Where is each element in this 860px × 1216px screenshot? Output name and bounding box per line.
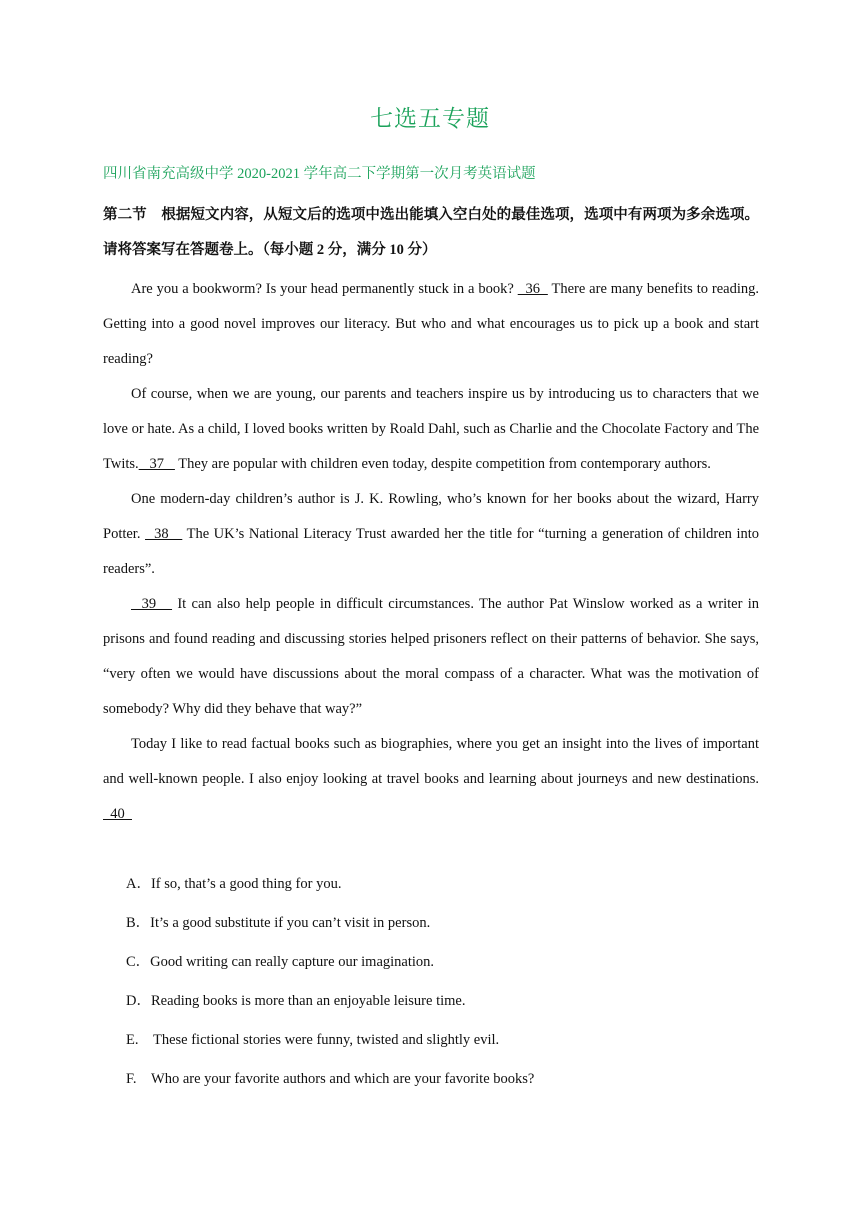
page-title: 七选五专题 xyxy=(370,106,490,131)
answer-options xyxy=(126,866,534,1100)
paragraph-text: One modern-day children’s author is J. K. Rowling, who’s known for her books about the wizard, Harry Potter. xyxy=(103,491,759,542)
option-f: F. Who are your favorite authors and which are your favorite books? xyxy=(126,1071,535,1087)
paragraph-text: Of course, when we are young, our parents and teachers inspire us by introducing us to characters that we love or hate. As a child, I loved books written by Roald Dahl, such as Charlie and the Chocolate Factory and The Twits. xyxy=(103,386,759,472)
blank-38: 38 xyxy=(145,526,183,542)
blank-36: 36 xyxy=(517,281,548,297)
paragraph-4 xyxy=(103,587,759,727)
exam-source: 四川省南充高级中学 2020-2021 学年高二下学期第一次月考英语试题 xyxy=(103,166,536,182)
reading-passage xyxy=(103,272,759,832)
paragraph-2 xyxy=(103,377,759,482)
paragraph-text: Today I like to read factual books such as biographies, where you get an insight into the lives of important and well-known people. I also enjoy looking at travel books and learning about journeys and new destinations. xyxy=(103,736,759,787)
paragraph-text: They are popular with children even today, despite competition from contemporary authors. xyxy=(174,456,711,472)
paragraph-1 xyxy=(103,272,759,377)
paragraph-text: It can also help people in difficult circumstances. The author Pat Winslow worked as a writer in prisons and found reading and discussing stories helped prisoners reflect on their patterns of behavior. She says, “very often we would have discussions about the moral compass of a character. What was the motivation of somebody? Why did they behave that way?” xyxy=(103,596,759,717)
paragraph-text: Are you a bookworm? Is your head permanently stuck in a book? xyxy=(131,281,518,297)
paragraph-text: There are many benefits to reading. Getting into a good novel improves our literacy. But who and what encourages us to pick up a book and start reading? xyxy=(103,281,759,367)
option-a: A．If so, that’s a good thing for you. xyxy=(126,876,342,892)
paragraph-5 xyxy=(103,727,759,832)
section-instructions: 第二节 根据短文内容，从短文后的选项中选出能填入空白处的最佳选项，选项中有两项为多余选项。请将答案写在答题卷上。（每小题 2 分，满分 10 分） xyxy=(103,207,759,258)
option-e: E. These fictional stories were funny, twisted and slightly evil. xyxy=(126,1032,500,1048)
option-d: D．Reading books is more than an enjoyable leisure time. xyxy=(126,993,466,1009)
blank-37: 37 xyxy=(138,456,175,472)
paragraph-text: The UK’s National Literacy Trust awarded her the title for “turning a generation of children into readers”. xyxy=(103,526,759,577)
option-c: C．Good writing can really capture our imagination. xyxy=(126,954,435,970)
option-b: B．It’s a good substitute if you can’t visit in person. xyxy=(126,915,431,931)
paragraph-3 xyxy=(103,482,759,587)
blank-40: 40 xyxy=(103,806,132,822)
blank-39: 39 xyxy=(131,596,173,612)
